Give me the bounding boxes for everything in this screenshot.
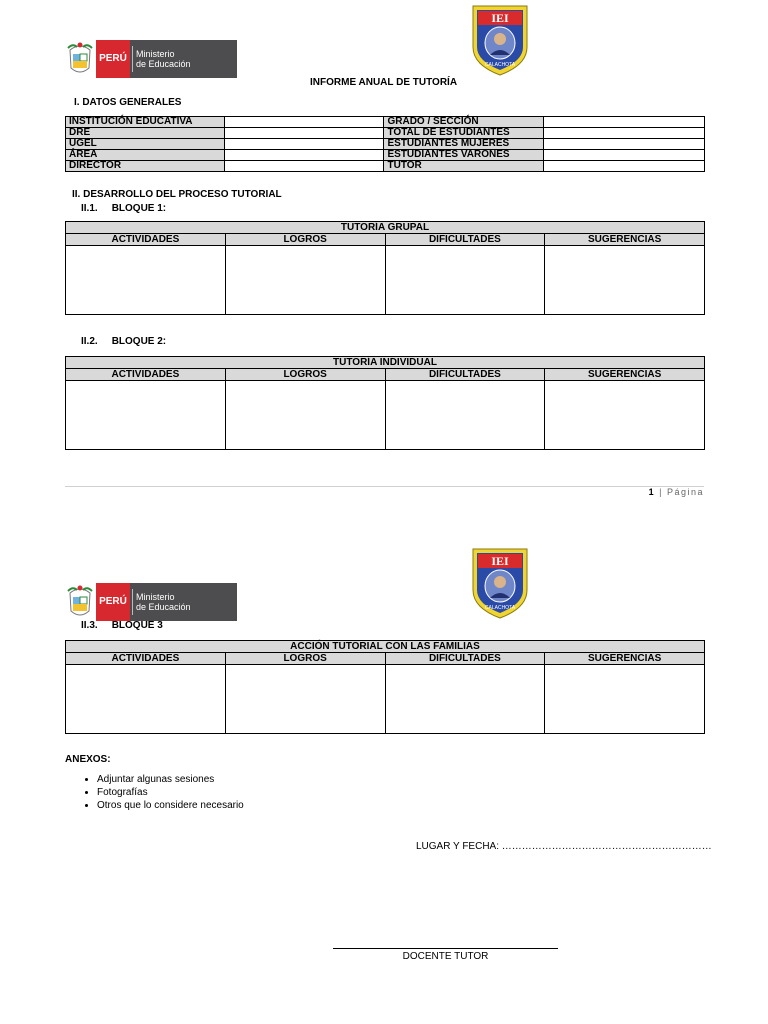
bloque1-table [65, 221, 705, 315]
field-label: TUTOR [384, 161, 544, 172]
field-label: INSTITUCIÓN EDUCATIVA [66, 117, 225, 128]
field-value[interactable] [544, 117, 705, 128]
anexos-heading: ANEXOS: [65, 754, 111, 765]
cell-logros[interactable] [225, 381, 385, 450]
col-sugerencias: SUGERENCIAS [545, 234, 705, 246]
table-row [66, 117, 705, 128]
cell-actividades[interactable] [66, 246, 226, 315]
list-item: • Fotografías [97, 786, 244, 799]
field-value[interactable] [224, 161, 384, 172]
field-value[interactable] [224, 128, 384, 139]
field-value[interactable] [544, 139, 705, 150]
cell-sugerencias[interactable] [545, 246, 705, 315]
col-actividades: ACTIVIDADES [66, 653, 226, 665]
datos-generales-table [65, 116, 705, 172]
docente-tutor-label: DOCENTE TUTOR [402, 951, 489, 962]
page-title: INFORME ANUAL DE TUTORÍA [310, 77, 458, 88]
table-row [66, 128, 705, 139]
cell-actividades[interactable] [66, 665, 226, 734]
cell-dificultades[interactable] [385, 665, 545, 734]
iei-school-crest-icon [470, 3, 530, 77]
cell-sugerencias[interactable] [545, 381, 705, 450]
cell-actividades[interactable] [66, 381, 226, 450]
col-dificultades: DIFICULTADES [385, 653, 545, 665]
field-label: UGEL [66, 139, 225, 150]
ministerio-label: Ministerio de Educación [130, 583, 237, 621]
peru-coat-of-arms-icon [65, 40, 95, 78]
svg-text:IEI: IEI [491, 554, 509, 568]
field-value[interactable] [544, 150, 705, 161]
lugar-fecha: LUGAR Y FECHA: ……………………………………………………… [416, 841, 712, 852]
page-number: 1 | Página [648, 487, 704, 497]
anexos-list [62, 773, 244, 812]
cell-logros[interactable] [225, 665, 385, 734]
minedu-logo [65, 583, 237, 621]
field-value[interactable] [224, 139, 384, 150]
bloque3-heading: II.3. BLOQUE 3 [81, 620, 163, 631]
bloque3-title: ACCIÓN TUTORIAL CON LAS FAMILIAS [66, 641, 705, 653]
field-value[interactable] [544, 128, 705, 139]
table-row [66, 161, 705, 172]
field-value[interactable] [224, 150, 384, 161]
col-actividades: ACTIVIDADES [66, 234, 226, 246]
field-label: ESTUDIANTES MUJERES [384, 139, 544, 150]
field-label: ÁREA [66, 150, 225, 161]
cell-sugerencias[interactable] [545, 665, 705, 734]
section2-heading: II. DESARROLLO DEL PROCESO TUTORIAL [72, 189, 282, 200]
minedu-logo [65, 40, 237, 78]
col-sugerencias: SUGERENCIAS [545, 369, 705, 381]
table-row [66, 139, 705, 150]
signature-line [333, 948, 558, 949]
bloque2-title: TUTORÍA INDIVIDUAL [66, 357, 705, 369]
iei-school-crest-icon [470, 546, 530, 620]
table-row [66, 150, 705, 161]
section1-heading: I. DATOS GENERALES [74, 97, 182, 108]
cell-logros[interactable] [225, 246, 385, 315]
bloque1-heading: II.1. BLOQUE 1: [81, 203, 167, 214]
bloque3-table [65, 640, 705, 734]
peru-label: PERÚ [96, 40, 130, 78]
field-value[interactable] [224, 117, 384, 128]
svg-text:CALACHOTA: CALACHOTA [484, 605, 516, 611]
col-actividades: ACTIVIDADES [66, 369, 226, 381]
bloque1-title: TUTORÍA GRUPAL [66, 222, 705, 234]
col-logros: LOGROS [225, 369, 385, 381]
field-label: DRE [66, 128, 225, 139]
col-dificultades: DIFICULTADES [385, 369, 545, 381]
field-label: ESTUDIANTES VARONES [384, 150, 544, 161]
col-logros: LOGROS [225, 653, 385, 665]
list-item: • Adjuntar algunas sesiones [97, 773, 244, 786]
bloque2-heading: II.2. BLOQUE 2: [81, 336, 167, 347]
col-logros: LOGROS [225, 234, 385, 246]
footer-divider [65, 486, 704, 487]
svg-text:CALACHOTA: CALACHOTA [484, 62, 516, 68]
cell-dificultades[interactable] [385, 246, 545, 315]
cell-dificultades[interactable] [385, 381, 545, 450]
ministerio-label: Ministerio de Educación [130, 40, 237, 78]
col-sugerencias: SUGERENCIAS [545, 653, 705, 665]
col-dificultades: DIFICULTADES [385, 234, 545, 246]
field-label: TOTAL DE ESTUDIANTES [384, 128, 544, 139]
field-value[interactable] [544, 161, 705, 172]
bloque2-table [65, 356, 705, 450]
peru-coat-of-arms-icon [65, 583, 95, 621]
peru-label: PERÚ [96, 583, 130, 621]
field-label: DIRECTOR [66, 161, 225, 172]
list-item: • Otros que lo considere necesario [97, 799, 244, 812]
svg-text:IEI: IEI [491, 11, 509, 25]
field-label: GRADO / SECCIÓN [384, 117, 544, 128]
